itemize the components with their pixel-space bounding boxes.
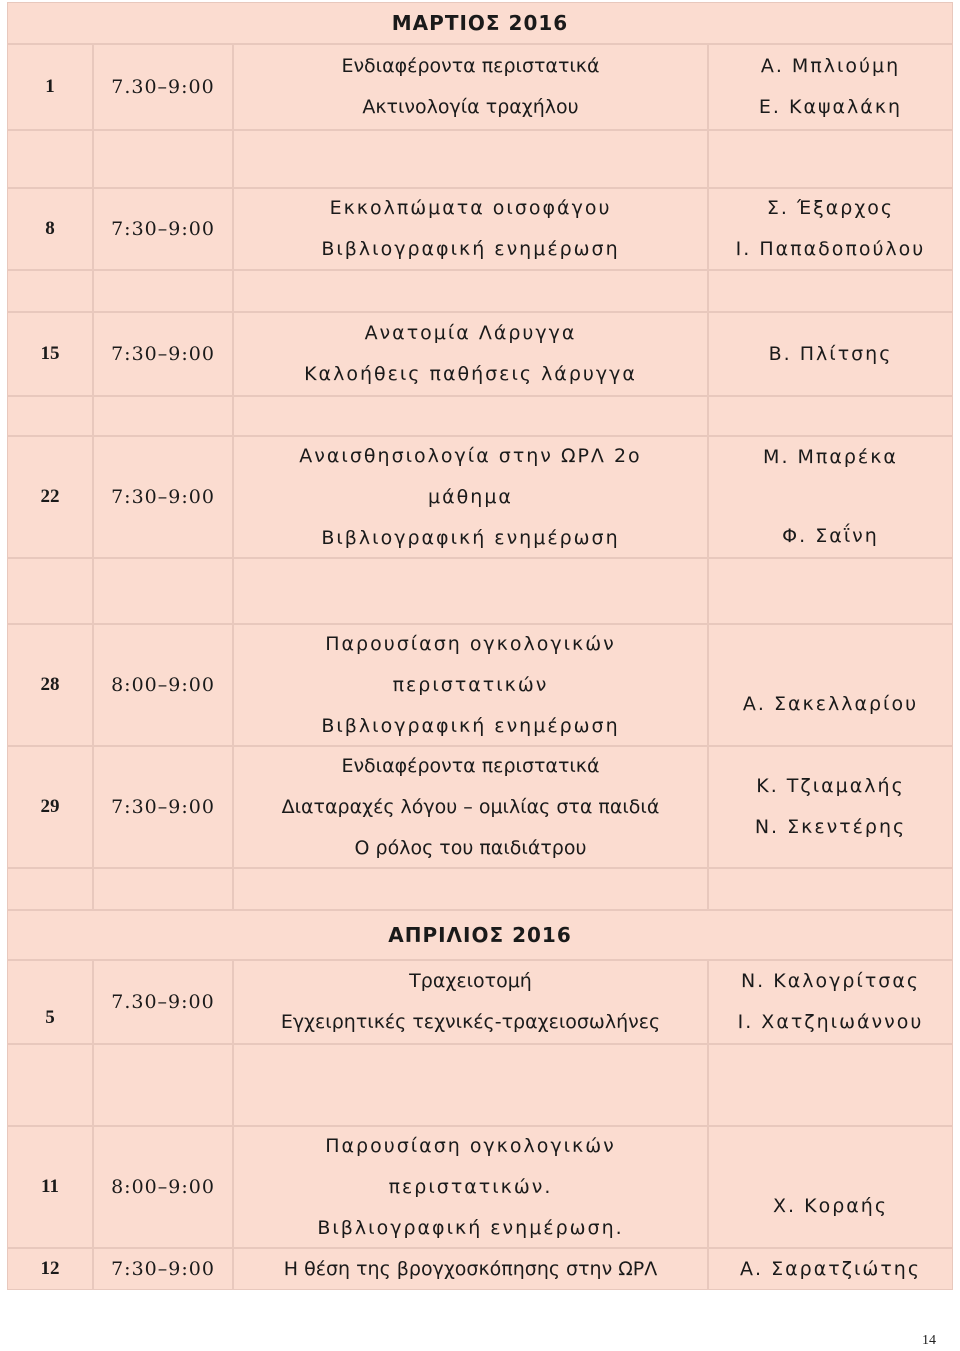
empty-cell bbox=[708, 558, 953, 624]
day-number: 28 bbox=[40, 674, 60, 695]
empty-cell bbox=[233, 1044, 708, 1126]
topic-line: Ο ρόλος του παιδιάτρου bbox=[354, 836, 587, 859]
topic-line: Ανατομία Λάρυγγα bbox=[364, 322, 577, 344]
empty-cell bbox=[233, 558, 708, 624]
empty-cell bbox=[93, 130, 233, 188]
topic-line: περιστατικών. bbox=[388, 1175, 553, 1198]
speaker-cell bbox=[708, 1126, 953, 1248]
topic-line: Καλοήθεις παθήσεις λάρυγγα bbox=[304, 363, 637, 385]
day-number: 22 bbox=[40, 486, 60, 507]
speaker-name: Χ. Κοραής bbox=[773, 1195, 888, 1217]
page-number: 14 bbox=[922, 1333, 936, 1348]
month-title: ΜΑΡΤΙΟΣ 2016 bbox=[391, 11, 569, 35]
time-range: 7:30–9:00 bbox=[111, 486, 215, 508]
time-range: 7.30–9:00 bbox=[111, 991, 215, 1013]
speaker-cell bbox=[708, 746, 953, 868]
time-range: 7:30–9:00 bbox=[111, 343, 215, 365]
time-cell bbox=[93, 436, 233, 558]
time-cell bbox=[93, 960, 233, 1044]
speaker-name: Β. Πλίτσης bbox=[768, 342, 893, 365]
empty-cell bbox=[93, 868, 233, 910]
speaker-name: Α. Σαρατζιώτης bbox=[740, 1257, 921, 1280]
day-number: 12 bbox=[40, 1258, 60, 1279]
empty-cell bbox=[233, 270, 708, 312]
empty-cell bbox=[7, 868, 93, 910]
time-cell bbox=[93, 1126, 233, 1248]
topic-line: Βιβλιογραφική ενημέρωση bbox=[321, 714, 620, 737]
time-range: 8:00–9:00 bbox=[111, 1176, 215, 1198]
topic-line: Βιβλιογραφική ενημέρωση bbox=[321, 238, 620, 260]
topic-line: Εγχειρητικές τεχνικές-τραχειοσωλήνες bbox=[280, 1011, 661, 1033]
topic-line: Βιβλιογραφική ενημέρωση. bbox=[317, 1216, 624, 1239]
day-cell bbox=[7, 1248, 93, 1290]
speaker-cell bbox=[708, 44, 953, 130]
empty-cell bbox=[708, 270, 953, 312]
day-cell bbox=[7, 624, 93, 746]
empty-cell bbox=[233, 396, 708, 436]
day-number: 8 bbox=[45, 218, 55, 239]
empty-cell bbox=[93, 558, 233, 624]
topic-line: Ακτινολογία τραχήλου bbox=[362, 96, 579, 118]
topic-line: Η θέση της βρογχοσκόπησης στην ΩΡΛ bbox=[283, 1257, 658, 1280]
speaker-name: Μ. Μπαρέκα bbox=[763, 446, 898, 468]
speaker-cell bbox=[708, 960, 953, 1044]
month-title: ΑΠΡΙΛΙΟΣ 2016 bbox=[388, 923, 572, 947]
empty-cell bbox=[93, 1044, 233, 1126]
empty-cell bbox=[93, 396, 233, 436]
speaker-name: Ι. Παπαδοπούλου bbox=[735, 238, 926, 260]
empty-cell bbox=[233, 130, 708, 188]
topic-line: περιστατικών bbox=[392, 673, 549, 696]
topic-cell bbox=[233, 1248, 708, 1290]
topic-line: Ενδιαφέροντα περιστατικά bbox=[341, 754, 600, 777]
topic-line: Αναισθησιολογία στην ΩΡΛ 2ο bbox=[299, 444, 642, 467]
topic-line: Τραχειοτομή bbox=[409, 970, 532, 992]
empty-cell bbox=[7, 130, 93, 188]
topic-cell bbox=[233, 960, 708, 1044]
empty-cell bbox=[7, 1044, 93, 1126]
day-cell bbox=[7, 746, 93, 868]
time-range: 7:30–9:00 bbox=[111, 218, 215, 240]
speaker-name: Σ. Έξαρχος bbox=[766, 197, 895, 219]
empty-cell bbox=[708, 1044, 953, 1126]
topic-cell bbox=[233, 1126, 708, 1248]
speaker-cell bbox=[708, 1248, 953, 1290]
empty-cell bbox=[7, 558, 93, 624]
empty-cell bbox=[7, 396, 93, 436]
speaker-cell bbox=[708, 312, 953, 396]
day-number: 15 bbox=[40, 343, 60, 364]
time-cell bbox=[93, 44, 233, 130]
time-range: 7:30–9:00 bbox=[111, 796, 215, 818]
topic-cell bbox=[233, 624, 708, 746]
time-cell bbox=[93, 312, 233, 396]
day-cell bbox=[7, 44, 93, 130]
speaker-cell bbox=[708, 188, 953, 270]
day-cell bbox=[7, 436, 93, 558]
topic-line: Παρουσίαση ογκολογικών bbox=[325, 632, 616, 655]
time-cell bbox=[93, 624, 233, 746]
empty-cell bbox=[233, 868, 708, 910]
time-range: 7.30–9:00 bbox=[111, 76, 215, 98]
month-header-march bbox=[7, 2, 953, 44]
day-cell bbox=[7, 1126, 93, 1248]
speaker-cell bbox=[708, 624, 953, 746]
topic-cell bbox=[233, 188, 708, 270]
month-header-april bbox=[7, 910, 953, 960]
speaker-name: Α. Μπλιούμη bbox=[760, 55, 901, 77]
time-cell bbox=[93, 188, 233, 270]
speaker-name: Ε. Καψαλάκη bbox=[758, 96, 903, 118]
time-cell bbox=[93, 1248, 233, 1290]
speaker-name: Φ. Σαΐνη bbox=[782, 525, 879, 547]
day-cell bbox=[7, 312, 93, 396]
day-cell bbox=[7, 960, 93, 1044]
day-number: 11 bbox=[41, 1176, 59, 1197]
day-cell bbox=[7, 188, 93, 270]
topic-line: Διαταραχές λόγου – ομιλίας στα παιδιά bbox=[281, 795, 660, 818]
speaker-name: Α. Σακελλαρίου bbox=[742, 693, 919, 715]
topic-cell bbox=[233, 312, 708, 396]
topic-line: Βιβλιογραφική ενημέρωση bbox=[321, 526, 620, 549]
day-number: 1 bbox=[45, 76, 55, 97]
day-number: 5 bbox=[45, 1007, 55, 1028]
empty-cell bbox=[708, 868, 953, 910]
speaker-cell bbox=[708, 436, 953, 558]
topic-cell bbox=[233, 436, 708, 558]
time-range: 7:30–9:00 bbox=[111, 1258, 215, 1280]
empty-cell bbox=[93, 270, 233, 312]
time-cell bbox=[93, 746, 233, 868]
topic-line: Εκκολπώματα οισοφάγου bbox=[329, 197, 612, 219]
empty-cell bbox=[708, 396, 953, 436]
topic-line: μάθημα bbox=[428, 485, 513, 508]
speaker-name: Ν. Σκεντέρης bbox=[754, 816, 907, 838]
empty-cell bbox=[708, 130, 953, 188]
topic-cell bbox=[233, 746, 708, 868]
topic-line: Παρουσίαση ογκολογικών bbox=[325, 1134, 616, 1157]
empty-cell bbox=[7, 270, 93, 312]
speaker-name: Κ. Τζιαμαλής bbox=[756, 775, 905, 797]
time-range: 8:00–9:00 bbox=[111, 674, 215, 696]
day-number: 29 bbox=[40, 796, 60, 817]
topic-line: Ενδιαφέροντα περιστατικά bbox=[341, 55, 600, 77]
speaker-name: Ν. Καλογρίτσας bbox=[740, 970, 921, 992]
speaker-name: Ι. Χατζηιωάννου bbox=[737, 1011, 924, 1033]
topic-cell bbox=[233, 44, 708, 130]
